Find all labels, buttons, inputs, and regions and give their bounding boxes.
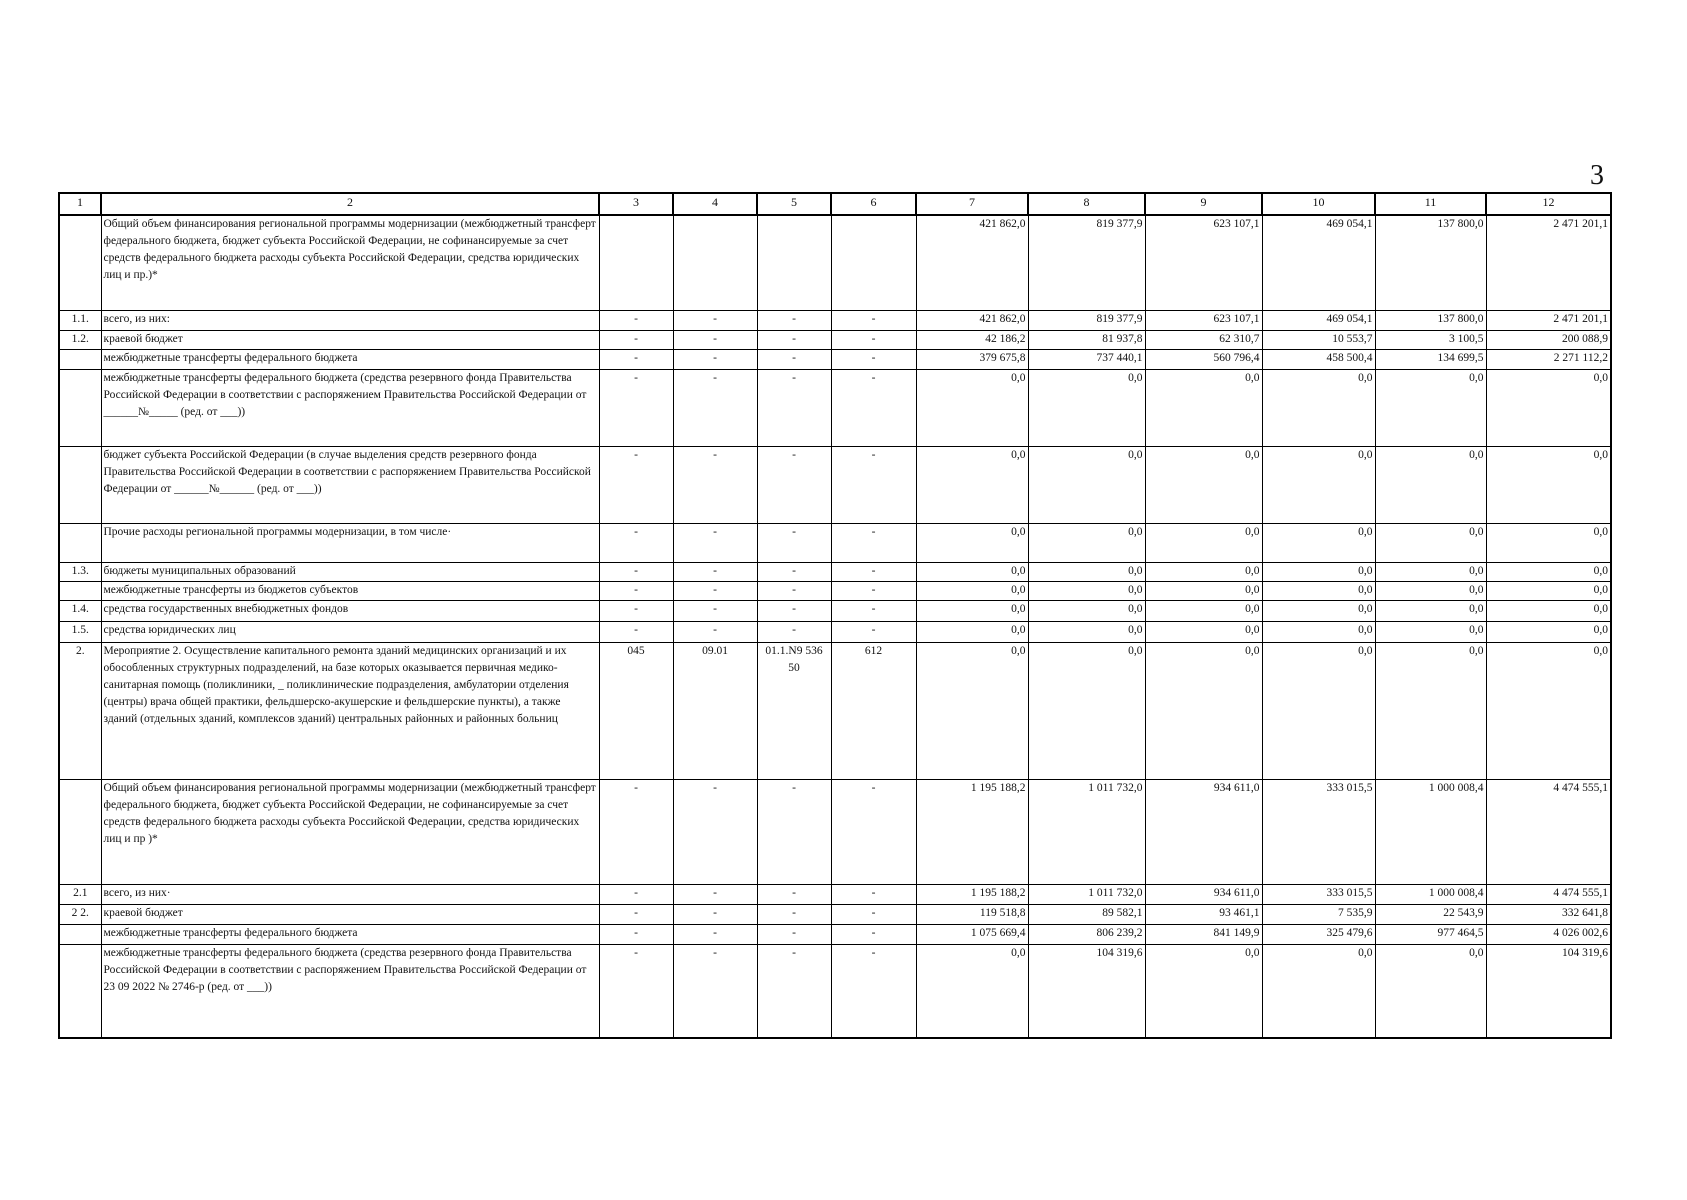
row-number <box>59 945 101 1039</box>
cell-col3: - <box>599 563 673 582</box>
value-col9: 0,0 <box>1145 643 1262 780</box>
column-header: 8 <box>1028 193 1145 215</box>
value-col9: 934 611,0 <box>1145 885 1262 905</box>
cell-col5: - <box>757 601 831 622</box>
value-col12: 2 471 201,1 <box>1486 311 1611 331</box>
cell-col4: - <box>673 622 757 643</box>
cell-col6: - <box>831 622 916 643</box>
cell-col3: - <box>599 311 673 331</box>
value-col7: 0,0 <box>916 622 1028 643</box>
value-col8: 104 319,6 <box>1028 945 1145 1039</box>
column-header: 6 <box>831 193 916 215</box>
cell-col5: - <box>757 350 831 370</box>
cell-col6: 612 <box>831 643 916 780</box>
value-col12: 0,0 <box>1486 622 1611 643</box>
value-col12: 4 474 555,1 <box>1486 780 1611 885</box>
cell-col5: - <box>757 331 831 350</box>
row-number: 2. <box>59 643 101 780</box>
cell-col6: - <box>831 601 916 622</box>
cell-col6: - <box>831 885 916 905</box>
value-col7: 42 186,2 <box>916 331 1028 350</box>
table-row <box>59 643 1611 780</box>
value-col10: 0,0 <box>1262 601 1375 622</box>
value-col11: 134 699,5 <box>1375 350 1486 370</box>
cell-col4 <box>673 215 757 311</box>
value-col11: 0,0 <box>1375 563 1486 582</box>
value-col10: 0,0 <box>1262 447 1375 524</box>
value-col10: 0,0 <box>1262 524 1375 563</box>
cell-col5: - <box>757 925 831 945</box>
cell-col4: - <box>673 311 757 331</box>
value-col8: 0,0 <box>1028 582 1145 601</box>
value-col9: 0,0 <box>1145 563 1262 582</box>
value-col9: 841 149,9 <box>1145 925 1262 945</box>
value-col9: 560 796,4 <box>1145 350 1262 370</box>
cell-col6: - <box>831 524 916 563</box>
cell-col5: - <box>757 311 831 331</box>
cell-col5: - <box>757 563 831 582</box>
cell-col3: - <box>599 524 673 563</box>
value-col9: 0,0 <box>1145 447 1262 524</box>
value-col10: 0,0 <box>1262 643 1375 780</box>
row-number <box>59 447 101 524</box>
value-col7: 0,0 <box>916 370 1028 447</box>
cell-col6: - <box>831 945 916 1039</box>
value-col10: 333 015,5 <box>1262 885 1375 905</box>
budget-table <box>58 192 1612 1039</box>
cell-col5: - <box>757 582 831 601</box>
value-col8: 0,0 <box>1028 563 1145 582</box>
value-col7: 1 195 188,2 <box>916 780 1028 885</box>
row-number: 1.3. <box>59 563 101 582</box>
row-description: Общий объем финансирования региональной программы модернизации (межбюджетный трансферт федерального бюджета, бюджет субъекта Российской Федерации, не софинансируемые за счет средств федерального бюджета расходы субъекта Российской Федерации, средства юридических лиц и пр )* <box>101 780 599 885</box>
cell-col3: - <box>599 582 673 601</box>
row-number: 1.2. <box>59 331 101 350</box>
table-body <box>59 193 1611 1038</box>
value-col10: 458 500,4 <box>1262 350 1375 370</box>
value-col9: 0,0 <box>1145 524 1262 563</box>
value-col9: 0,0 <box>1145 945 1262 1039</box>
table-row <box>59 350 1611 370</box>
cell-col6: - <box>831 311 916 331</box>
value-col9: 623 107,1 <box>1145 311 1262 331</box>
value-col12: 0,0 <box>1486 524 1611 563</box>
cell-col5: - <box>757 905 831 925</box>
value-col11: 0,0 <box>1375 945 1486 1039</box>
value-col11: 0,0 <box>1375 447 1486 524</box>
table-row <box>59 945 1611 1039</box>
cell-col3: - <box>599 780 673 885</box>
value-col8: 0,0 <box>1028 643 1145 780</box>
value-col11: 0,0 <box>1375 622 1486 643</box>
cell-col3: - <box>599 370 673 447</box>
row-description: средства юридических лиц <box>101 622 599 643</box>
cell-col3: - <box>599 331 673 350</box>
value-col9: 0,0 <box>1145 582 1262 601</box>
cell-col3: - <box>599 601 673 622</box>
value-col10: 7 535,9 <box>1262 905 1375 925</box>
value-col8: 819 377,9 <box>1028 215 1145 311</box>
value-col12: 0,0 <box>1486 601 1611 622</box>
value-col11: 22 543,9 <box>1375 905 1486 925</box>
row-description: межбюджетные трансферты федерального бюджета <box>101 350 599 370</box>
cell-col4: - <box>673 780 757 885</box>
value-col8: 0,0 <box>1028 447 1145 524</box>
row-description: межбюджетные трансферты федерального бюджета (средства резервного фонда Правительства Российской Федерации в соответствии с распоряжением Правительства Российской Федерации от ______№_____ (ред. от ___)) <box>101 370 599 447</box>
row-number <box>59 370 101 447</box>
table-row <box>59 311 1611 331</box>
cell-col6: - <box>831 582 916 601</box>
page-number: 3 <box>1590 160 1604 191</box>
column-header: 12 <box>1486 193 1611 215</box>
table-row <box>59 885 1611 905</box>
cell-col6: - <box>831 370 916 447</box>
table-row <box>59 780 1611 885</box>
cell-col4: - <box>673 447 757 524</box>
value-col7: 0,0 <box>916 601 1028 622</box>
value-col11: 0,0 <box>1375 370 1486 447</box>
value-col12: 2 471 201,1 <box>1486 215 1611 311</box>
value-col9: 0,0 <box>1145 370 1262 447</box>
cell-col4: - <box>673 905 757 925</box>
value-col12: 2 271 112,2 <box>1486 350 1611 370</box>
value-col11: 3 100,5 <box>1375 331 1486 350</box>
cell-col3: - <box>599 350 673 370</box>
value-col11: 0,0 <box>1375 643 1486 780</box>
value-col9: 623 107,1 <box>1145 215 1262 311</box>
column-header: 7 <box>916 193 1028 215</box>
value-col12: 0,0 <box>1486 582 1611 601</box>
row-number <box>59 780 101 885</box>
cell-col4: 09.01 <box>673 643 757 780</box>
row-description: межбюджетные трансферты федерального бюджета (средства резервного фонда Правительства Российской Федерации в соответствии с распоряжением Правительства Российской Федерации от 23 09 2022 № 2746-р (ред. от ___)) <box>101 945 599 1039</box>
cell-col5: - <box>757 447 831 524</box>
row-number: 1.5. <box>59 622 101 643</box>
value-col8: 806 239,2 <box>1028 925 1145 945</box>
table-row <box>59 925 1611 945</box>
row-description: средства государственных внебюджетных фондов <box>101 601 599 622</box>
value-col7: 421 862,0 <box>916 215 1028 311</box>
cell-col6: - <box>831 780 916 885</box>
value-col8: 1 011 732,0 <box>1028 885 1145 905</box>
table-row <box>59 524 1611 563</box>
value-col12: 0,0 <box>1486 563 1611 582</box>
column-header: 1 <box>59 193 101 215</box>
cell-col6: - <box>831 350 916 370</box>
value-col12: 4 026 002,6 <box>1486 925 1611 945</box>
cell-col6 <box>831 215 916 311</box>
cell-col5 <box>757 215 831 311</box>
cell-col5: - <box>757 780 831 885</box>
value-col8: 819 377,9 <box>1028 311 1145 331</box>
value-col12: 0,0 <box>1486 370 1611 447</box>
value-col8: 0,0 <box>1028 601 1145 622</box>
value-col12: 104 319,6 <box>1486 945 1611 1039</box>
cell-col6: - <box>831 563 916 582</box>
cell-col6: - <box>831 925 916 945</box>
value-col7: 0,0 <box>916 524 1028 563</box>
row-number <box>59 925 101 945</box>
row-description: Прочие расходы региональной программы модернизации, в том числе· <box>101 524 599 563</box>
value-col7: 0,0 <box>916 582 1028 601</box>
cell-col6: - <box>831 905 916 925</box>
row-number: 2.1 <box>59 885 101 905</box>
cell-col4: - <box>673 370 757 447</box>
value-col8: 81 937,8 <box>1028 331 1145 350</box>
header-row <box>59 193 1611 215</box>
cell-col4: - <box>673 331 757 350</box>
row-description: межбюджетные трансферты из бюджетов субъектов <box>101 582 599 601</box>
column-header: 5 <box>757 193 831 215</box>
row-description: бюджеты муниципальных образований <box>101 563 599 582</box>
column-header: 9 <box>1145 193 1262 215</box>
cell-col3: - <box>599 925 673 945</box>
table-row <box>59 582 1611 601</box>
cell-col4: - <box>673 350 757 370</box>
row-description: Мероприятие 2. Осуществление капитального ремонта зданий медицинских организаций и их обособленных структурных подразделений, на базе которых оказывается первичная медико-санитарная помощь (поликлиники, _ поликлинические подразделения, амбулатории отделения (центры) врача общей практики, фельдшерско-акушерские и фельдшерские пункты), а также зданий (отдельных зданий, комплексов зданий) центральных районных и районных больниц <box>101 643 599 780</box>
value-col11: 0,0 <box>1375 601 1486 622</box>
value-col8: 1 011 732,0 <box>1028 780 1145 885</box>
cell-col3: - <box>599 622 673 643</box>
value-col11: 0,0 <box>1375 582 1486 601</box>
value-col12: 4 474 555,1 <box>1486 885 1611 905</box>
row-number: 2 2. <box>59 905 101 925</box>
value-col7: 119 518,8 <box>916 905 1028 925</box>
cell-col4: - <box>673 601 757 622</box>
cell-col3: - <box>599 447 673 524</box>
value-col7: 1 075 669,4 <box>916 925 1028 945</box>
row-description: бюджет субъекта Российской Федерации (в случае выделения средств резервного фонда Правительства Российской Федерации в соответствии с распоряжением Правительства Российской Федерации от ______№______ (ред. от ___)) <box>101 447 599 524</box>
value-col11: 137 800,0 <box>1375 215 1486 311</box>
table-row <box>59 370 1611 447</box>
row-number: 1.4. <box>59 601 101 622</box>
value-col7: 0,0 <box>916 643 1028 780</box>
column-header: 10 <box>1262 193 1375 215</box>
value-col7: 421 862,0 <box>916 311 1028 331</box>
value-col9: 93 461,1 <box>1145 905 1262 925</box>
row-number <box>59 524 101 563</box>
value-col12: 332 641,8 <box>1486 905 1611 925</box>
value-col11: 977 464,5 <box>1375 925 1486 945</box>
row-number <box>59 350 101 370</box>
value-col7: 0,0 <box>916 945 1028 1039</box>
value-col7: 0,0 <box>916 447 1028 524</box>
row-description: краевой бюджет <box>101 905 599 925</box>
value-col7: 379 675,8 <box>916 350 1028 370</box>
value-col12: 200 088,9 <box>1486 331 1611 350</box>
value-col8: 0,0 <box>1028 622 1145 643</box>
value-col10: 0,0 <box>1262 622 1375 643</box>
cell-col5: - <box>757 885 831 905</box>
cell-col6: - <box>831 331 916 350</box>
cell-col4: - <box>673 563 757 582</box>
row-number <box>59 582 101 601</box>
cell-col6: - <box>831 447 916 524</box>
table-row <box>59 601 1611 622</box>
row-description: Общий объем финансирования региональной программы модернизации (межбюджетный трансферт федерального бюджета, бюджет субъекта Российской Федерации, не софинансируемые за счет средств федерального бюджета расходы субъекта Российской Федерации, средства юридических лиц и пр.)* <box>101 215 599 311</box>
column-header: 11 <box>1375 193 1486 215</box>
row-description: межбюджетные трансферты федерального бюджета <box>101 925 599 945</box>
cell-col3: - <box>599 945 673 1039</box>
cell-col5: - <box>757 945 831 1039</box>
value-col11: 0,0 <box>1375 524 1486 563</box>
value-col9: 934 611,0 <box>1145 780 1262 885</box>
value-col10: 333 015,5 <box>1262 780 1375 885</box>
cell-col5: - <box>757 370 831 447</box>
cell-col3 <box>599 215 673 311</box>
cell-col4: - <box>673 925 757 945</box>
value-col8: 737 440,1 <box>1028 350 1145 370</box>
row-description: всего, из них: <box>101 311 599 331</box>
table-row <box>59 331 1611 350</box>
value-col8: 89 582,1 <box>1028 905 1145 925</box>
value-col11: 1 000 008,4 <box>1375 780 1486 885</box>
value-col10: 0,0 <box>1262 563 1375 582</box>
table-row <box>59 215 1611 311</box>
table-row <box>59 563 1611 582</box>
value-col9: 0,0 <box>1145 601 1262 622</box>
cell-col3: 045 <box>599 643 673 780</box>
row-number: 1.1. <box>59 311 101 331</box>
value-col10: 469 054,1 <box>1262 311 1375 331</box>
cell-col3: - <box>599 905 673 925</box>
row-description: всего, из них· <box>101 885 599 905</box>
cell-col4: - <box>673 885 757 905</box>
value-col8: 0,0 <box>1028 370 1145 447</box>
cell-col4: - <box>673 945 757 1039</box>
value-col10: 10 553,7 <box>1262 331 1375 350</box>
value-col7: 0,0 <box>916 563 1028 582</box>
value-col10: 325 479,6 <box>1262 925 1375 945</box>
cell-col3: - <box>599 885 673 905</box>
value-col8: 0,0 <box>1028 524 1145 563</box>
cell-col4: - <box>673 582 757 601</box>
value-col9: 0,0 <box>1145 622 1262 643</box>
value-col10: 0,0 <box>1262 370 1375 447</box>
table-row <box>59 905 1611 925</box>
column-header: 2 <box>101 193 599 215</box>
value-col10: 469 054,1 <box>1262 215 1375 311</box>
value-col10: 0,0 <box>1262 582 1375 601</box>
value-col12: 0,0 <box>1486 447 1611 524</box>
cell-col4: - <box>673 524 757 563</box>
value-col11: 1 000 008,4 <box>1375 885 1486 905</box>
cell-col5: - <box>757 622 831 643</box>
value-col7: 1 195 188,2 <box>916 885 1028 905</box>
table-row <box>59 447 1611 524</box>
value-col9: 62 310,7 <box>1145 331 1262 350</box>
cell-col5: 01.1.N9 536 50 <box>757 643 831 780</box>
column-header: 3 <box>599 193 673 215</box>
value-col10: 0,0 <box>1262 945 1375 1039</box>
row-description: краевой бюджет <box>101 331 599 350</box>
cell-col5: - <box>757 524 831 563</box>
table-row <box>59 622 1611 643</box>
row-number <box>59 215 101 311</box>
value-col11: 137 800,0 <box>1375 311 1486 331</box>
value-col12: 0,0 <box>1486 643 1611 780</box>
column-header: 4 <box>673 193 757 215</box>
